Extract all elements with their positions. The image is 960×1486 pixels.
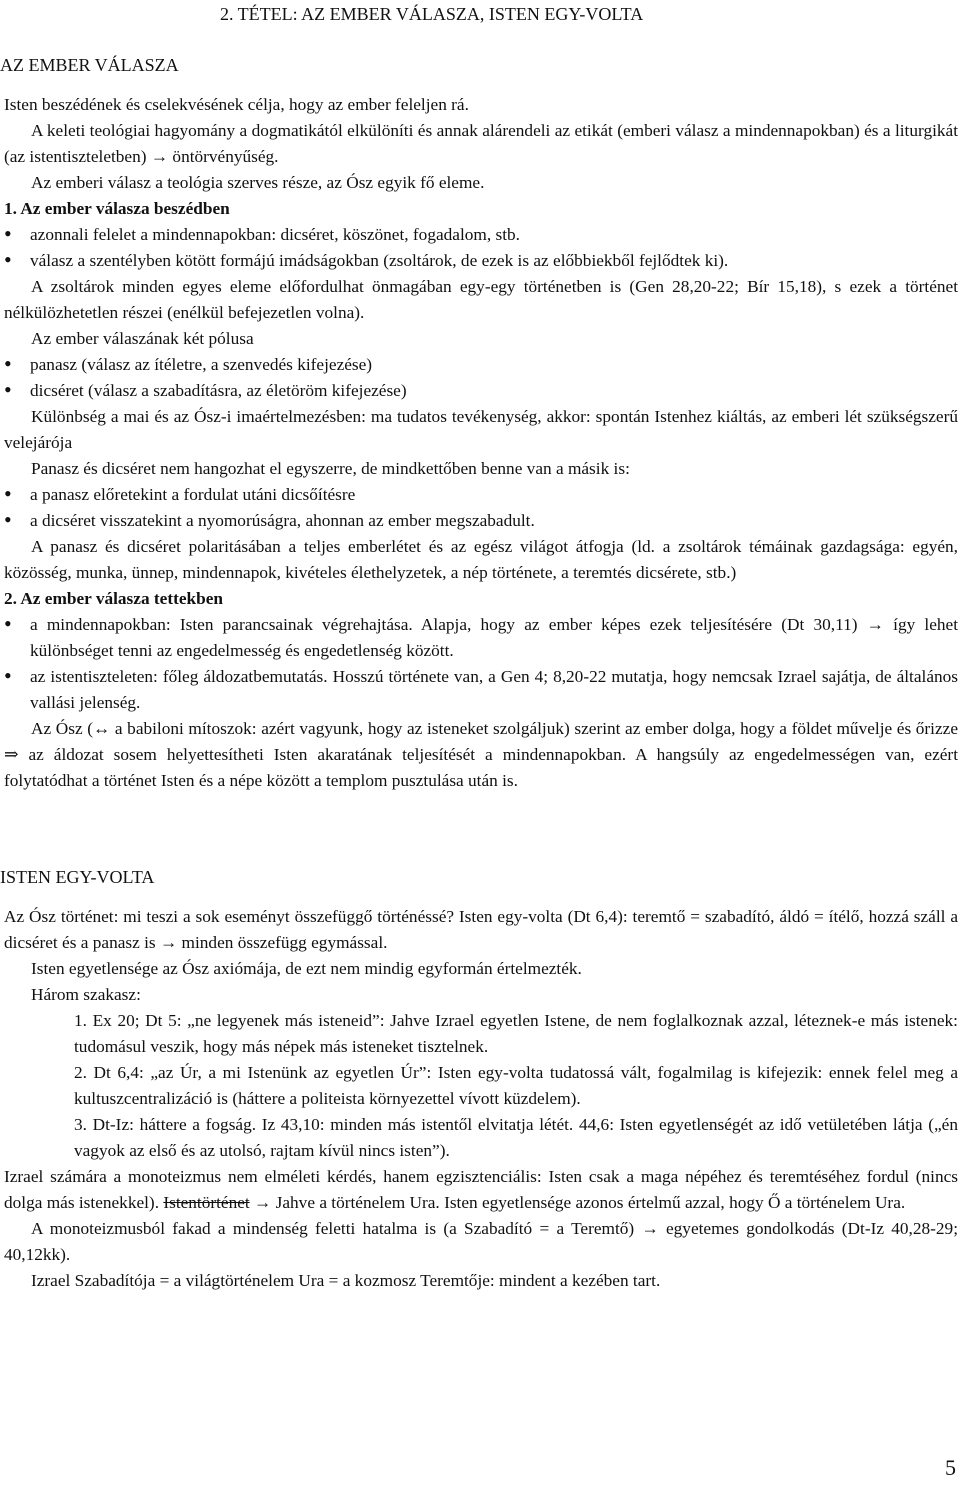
intro-paragraph-1: Isten beszédének és cselekvésének célja, hogy az ember feleljen rá. (4, 95, 469, 114)
both-list (4, 482, 958, 534)
psalms-paragraph: A zsoltárok minden egyes eleme előfordulhat önmagában egy-egy történetben is (Gen 28,20-22; Bír 15,18), s ezek a történet nélkülözhetetlen részei (enélkül befejezetlen volna). (4, 277, 958, 322)
part1-bullet-list (4, 222, 958, 274)
intro-paragraph-2: A keleti teológiai hagyomány a dogmatikától elkülöníti és annak alárendeli az etikát (emberi válasz a mindennapokban) és a liturgikát (az istentiszteletben) → öntörvényűség. (4, 121, 958, 166)
stages-intro: Három szakasz: (31, 985, 141, 1004)
section-heading-response: AZ EMBER VÁLASZA (0, 55, 179, 75)
list-item: • panasz (válasz az ítéletre, a szenvedés kifejezése) (4, 352, 958, 378)
monotheism-paragraph (4, 1164, 958, 1216)
section-response-body (4, 92, 958, 794)
struck-word: Istentörténet (163, 1193, 250, 1212)
page-number: 5 (945, 1455, 956, 1480)
part2-heading: 2. Az ember válasza tettekben (4, 589, 224, 608)
section-oneness-body (4, 904, 958, 1294)
list-item: 3. Dt-Iz: háttere a fogság. Iz 43,10: minden más istentől elvitatja létét. 44,6: Isten egyetlenségét az idő vetületében látja („én vagyok az első és az utolsó, rajtam kívül nincs isten”). (74, 1115, 958, 1160)
oneness-paragraph-2: Isten egyetlensége az Ósz axiómája, de ezt nem mindig egyformán értelmezték. (31, 959, 582, 978)
list-item: • dicséret (válasz a szabadításra, az életöröm kifejezése) (4, 378, 958, 404)
both-paragraph: Panasz és dicséret nem hangozhat el egyszerre, de mindkettőben benne van a másik is: (31, 459, 630, 478)
difference-paragraph: Különbség a mai és az Ósz-i imaértelmezésben: ma tudatos tevékenység, akkor: spontán Istenhez kiáltás, az emberi lét szükségszerű velejárója (4, 407, 958, 452)
part2-bullet-list (4, 612, 958, 716)
liberator-paragraph: Izrael Szabadítója = a világtörténelem Ura = a kozmosz Teremtője: mindent a kezében tart. (31, 1271, 661, 1290)
page-title: 2. TÉTEL: AZ EMBER VÁLASZA, ISTEN EGY-VOLTA (220, 4, 644, 24)
osz-paragraph: Az Ósz (↔ a babiloni mítoszok: azért vagyunk, hogy az isteneket szolgáljuk) szerint az ember dolga, hogy a földet művelje és őrizze ⇒ az áldozat sosem helyettesítheti Isten akaratának teljesítését a mindennapokban. A hangsúly az engedelmességen van, ezért folytatódhat a történet Isten és a népe között a templom pusztulása után is. (4, 719, 958, 790)
oneness-paragraph-1: Az Ósz történet: mi teszi a sok eseményt összefüggő történéssé? Isten egy-volta (Dt 6,4): teremtő = szabadító, áldó = ítélő, hozzá száll a dicséret és a panasz is → minden összefügg egymással. (4, 907, 958, 952)
monotheism-text-a: Izrael számára a monoteizmus nem elméleti kérdés, hanem egzisztenciális: Isten csak a maga népéhez és teremtéséhez fordul (nincs dolga más istenekkel). (4, 1167, 958, 1212)
intro-paragraph-3: Az emberi válasz a teológia szerves része, az Ósz egyik fő eleme. (31, 173, 485, 192)
universal-paragraph: A monoteizmusból fakad a mindenség feletti hatalma is (a Szabadító = a Teremtő) → egyetemes gondolkodás (Dt-Iz 40,28-29; 40,12kk). (4, 1219, 958, 1264)
stages-list (4, 1008, 958, 1164)
part1-heading: 1. Az ember válasza beszédben (4, 199, 230, 218)
list-item: • az istentiszteleten: főleg áldozatbemutatás. Hosszú története van, a Gen 4; 8,20-22 mutatja, hogy nemcsak Izrael sajátja, de általános vallási jelenség. (4, 664, 958, 716)
section-heading-oneness: ISTEN EGY-VOLTA (0, 867, 155, 887)
list-item: 2. Dt 6,4: „az Úr, a mi Istenünk az egyetlen Úr”: Isten egy-volta tudatossá vált, fogalmilag is kifejezik: ennek felel meg a kultuszcentralizáció is (háttere a politeista környezettel vívott küzdelem). (74, 1063, 958, 1108)
poles-intro: Az ember válaszának két pólusa (31, 329, 254, 348)
list-item: 1. Ex 20; Dt 5: „ne legyenek más isteneid”: Jahve Izrael egyetlen Istene, de nem foglalkoznak azzal, léteznek-e más istenek: tudomásul veszik, hogy más népek más isteneket tisztelnek. (74, 1011, 958, 1056)
list-item: • azonnali felelet a mindennapokban: dicséret, köszönet, fogadalom, stb. (4, 222, 958, 248)
list-item: • a mindennapokban: Isten parancsainak végrehajtása. Alapja, hogy az ember képes ezek teljesítésére (Dt 30,11) → így lehet különbséget tenni az engedelmesség és engedetlenség között. (4, 612, 958, 664)
list-item: • a panasz előretekint a fordulat utáni dicsőítésre (4, 482, 958, 508)
poles-list (4, 352, 958, 404)
monotheism-text-b: → Jahve a történelem Ura. Isten egyetlensége azonos értelmű azzal, hogy Ő a történelem Ura. (254, 1193, 906, 1212)
list-item: • válasz a szentélyben kötött formájú imádságokban (zsoltárok, de ezek is az előbbiekből fejlődtek ki). (4, 248, 958, 274)
polarity-paragraph: A panasz és dicséret polaritásában a teljes emberlétet és az egész világot átfogja (ld. a zsoltárok témáinak gazdagsága: egyén, közösség, munka, ünnep, mindennapok, kivételes élethelyzetek, a nép története, a teremtés dicsérete, stb.) (4, 537, 958, 582)
list-item: • a dicséret visszatekint a nyomorúságra, ahonnan az ember megszabadult. (4, 508, 958, 534)
